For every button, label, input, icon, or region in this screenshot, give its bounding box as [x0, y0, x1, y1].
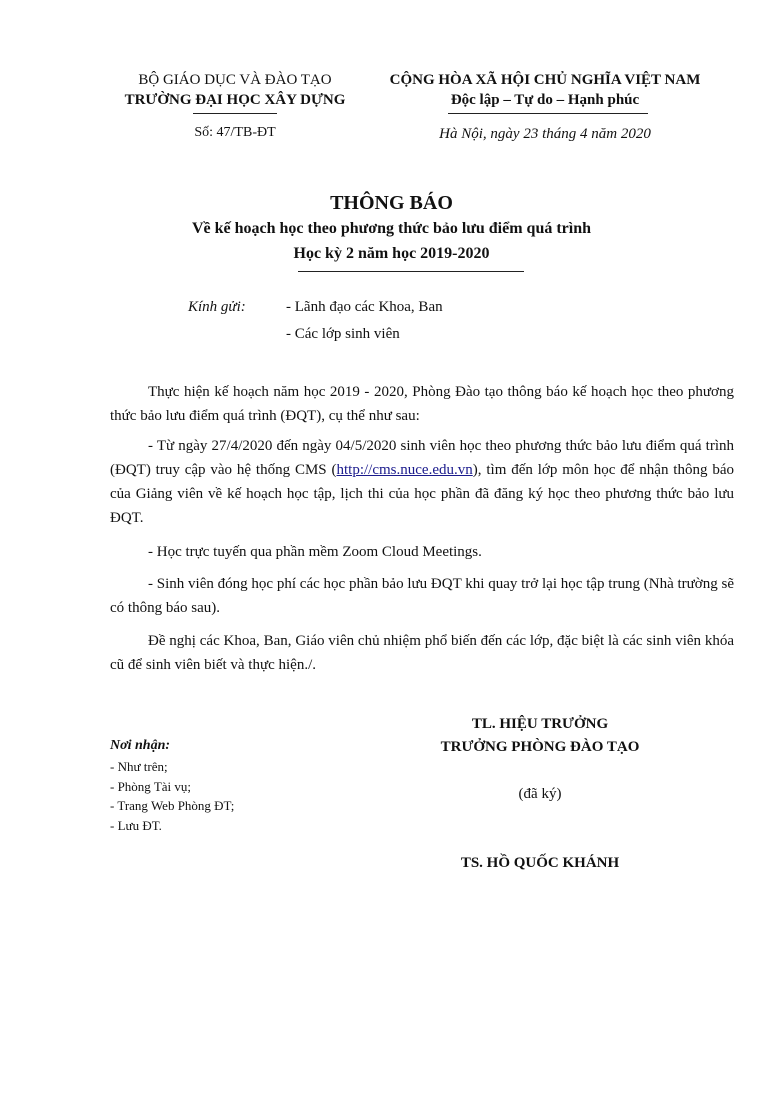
recipient-item: - Trang Web Phòng ĐT; — [110, 798, 235, 813]
recipients-label: Nơi nhận: — [110, 738, 171, 753]
addressee-label: Kính gửi: — [188, 299, 246, 315]
signature-title-1: TL. HIỆU TRƯỞNG — [471, 716, 609, 732]
document-subject-line1: Về kế hoạch học theo phương thức bảo lưu điểm quá trình — [191, 220, 592, 237]
header-left — [100, 70, 370, 110]
cms-link[interactable]: http://cms.nuce.edu.vn — [336, 462, 473, 478]
recipient-item: - Phòng Tài vụ; — [110, 778, 192, 794]
republic-name: CỘNG HÒA XÃ HỘI CHỦ NGHĨA VIỆT NAM — [389, 72, 701, 88]
document-title: THÔNG BÁO — [330, 192, 453, 214]
signed-note: (đã ký) — [518, 786, 562, 802]
document-number: Số: 47/TB-ĐT — [194, 125, 276, 140]
university-name: TRƯỜNG ĐẠI HỌC XÂY DỰNG — [124, 92, 346, 108]
body-paragraph-3: - Học trực tuyến qua phần mềm Zoom Cloud Meetings. — [148, 544, 482, 560]
body-paragraph-5: Đề nghị các Khoa, Ban, Giáo viên chủ nhiệm phổ biến đến các lớp, đặc biệt là các sinh viên khóa cũ để sinh viên biết và thực hiện./. — [110, 633, 734, 673]
recipients-list — [110, 757, 234, 835]
header-right-underline — [448, 113, 648, 114]
title-underline — [298, 271, 524, 272]
signatory-name: TS. HỒ QUỐC KHÁNH — [460, 855, 620, 871]
addressee-line2: - Các lớp sinh viên — [286, 326, 400, 342]
national-motto: Độc lập – Tự do – Hạnh phúc — [450, 92, 640, 108]
body-paragraph-2 — [110, 434, 734, 530]
document-subject-line2: Học kỳ 2 năm học 2019-2020 — [293, 245, 490, 262]
header-left-underline — [193, 113, 277, 114]
body-paragraph-1: Thực hiện kế hoạch năm học 2019 - 2020, Phòng Đào tạo thông báo kế hoạch học theo phương thức bảo lưu điểm quá trình (ĐQT), cụ thể như sau: — [110, 384, 734, 424]
addressee-line1: - Lãnh đạo các Khoa, Ban — [286, 299, 443, 315]
document-date: Hà Nội, ngày 23 tháng 4 năm 2020 — [439, 126, 651, 142]
ministry-name: BỘ GIÁO DỤC VÀ ĐÀO TẠO — [138, 72, 332, 88]
body-paragraph-2-text-a: - Từ ngày 27/4/2020 đến ngày 04/5/2020 sinh viên học theo phương thức bảo lưu điểm quá trình (ĐQT) truy cập vào hệ thống CMS ( — [110, 438, 734, 478]
body-paragraph-4: - Sinh viên đóng học phí các học phần bảo lưu ĐQT khi quay trở lại học tập trung (Nhà trường sẽ có thông báo sau). — [110, 576, 734, 616]
recipient-item: - Như trên; — [110, 759, 168, 774]
body-paragraph-2-text-b: ), tìm đến lớp môn học để nhận thông báo của Giảng viên về kế hoạch học tập, lịch thi của học phần đã đăng ký học theo phương thức bảo lưu ĐQT. — [110, 462, 734, 526]
header-right — [360, 70, 730, 110]
signature-title-2: TRƯỞNG PHÒNG ĐÀO TẠO — [440, 739, 640, 755]
recipient-item: - Lưu ĐT. — [110, 817, 162, 833]
